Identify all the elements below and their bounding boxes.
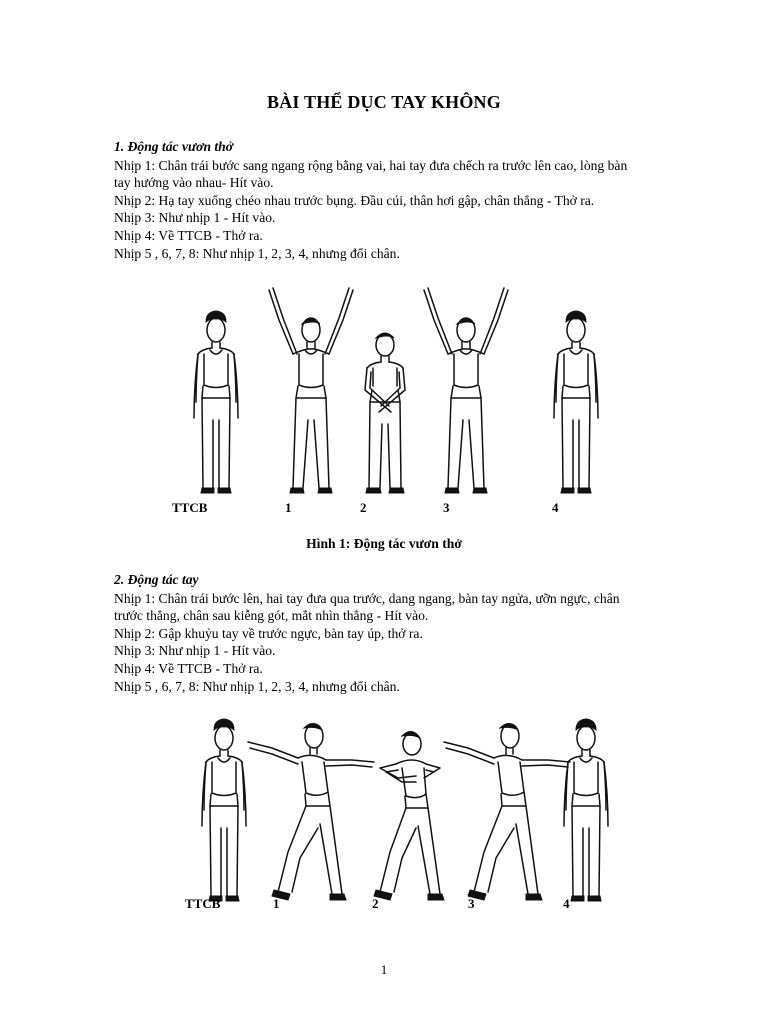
page-number: 1 [380, 962, 388, 977]
figure-2-label-4: 4 [563, 896, 570, 911]
section-2 [114, 571, 694, 695]
figure-2-label-3: 3 [468, 896, 475, 911]
section-1-line: Nhịp 1: Chân trái bước sang ngang rộng bằng vai, hai tay đưa chếch ra trước lên cao, lòng bàn [114, 157, 628, 173]
figure-1-caption: Hình 1: Động tác vươn thở [306, 536, 462, 551]
figure-1-svg [0, 280, 768, 500]
figure-2-label-1: 1 [273, 896, 280, 911]
section-2-heading: 2. Động tác tay [114, 572, 199, 587]
section-2-line: Nhịp 3: Như nhịp 1 - Hít vào. [114, 643, 276, 659]
figure-2-svg [0, 706, 768, 916]
figure-1-label-4: 4 [552, 500, 559, 515]
section-2-line: Nhịp 5 , 6, 7, 8: Như nhịp 1, 2, 3, 4, nhưng đổi chân. [114, 678, 400, 694]
figure-2-illustrations [0, 706, 768, 916]
section-1 [114, 138, 694, 262]
figure-1-label-3: 3 [443, 500, 450, 515]
figure-1-label-1: 1 [285, 500, 292, 515]
section-1-line: Nhịp 2: Hạ tay xuống chéo nhau trước bụng. Đầu cúi, thân hơi gập, chân thẳng - Thở ra. [114, 192, 595, 208]
section-2-line: trước thẳng, chân sau kiễng gót, mắt nhìn thẳng - Hít vào. [114, 608, 429, 624]
figure-2-label-ttcb: TTCB [185, 896, 221, 911]
section-1-line: Nhịp 4: Về TTCB - Thở ra. [114, 227, 263, 243]
section-1-line: Nhịp 3: Như nhịp 1 - Hít vào. [114, 210, 276, 226]
section-1-line: tay hướng vào nhau- Hít vào. [114, 175, 274, 191]
section-1-line: Nhịp 5 , 6, 7, 8: Như nhịp 1, 2, 3, 4, nhưng đổi chân. [114, 245, 400, 261]
section-2-line: Nhịp 2: Gập khuỷu tay về trước ngực, bàn tay úp, thở ra. [114, 625, 423, 641]
section-2-line: Nhịp 4: Về TTCB - Thở ra. [114, 660, 263, 676]
section-2-line: Nhịp 1: Chân trái bước lên, hai tay đưa qua trước, dang ngang, bàn tay ngửa, ưỡn ngực, chân [114, 590, 620, 606]
figure-1-label-2: 2 [360, 500, 367, 515]
figure-2-label-2: 2 [372, 896, 379, 911]
page-title: BÀI THỂ DỤC TAY KHÔNG [267, 92, 501, 112]
figure-1-label-ttcb: TTCB [172, 500, 208, 515]
section-1-heading: 1. Động tác vươn thở [114, 139, 234, 154]
figure-1-illustrations [0, 280, 768, 515]
